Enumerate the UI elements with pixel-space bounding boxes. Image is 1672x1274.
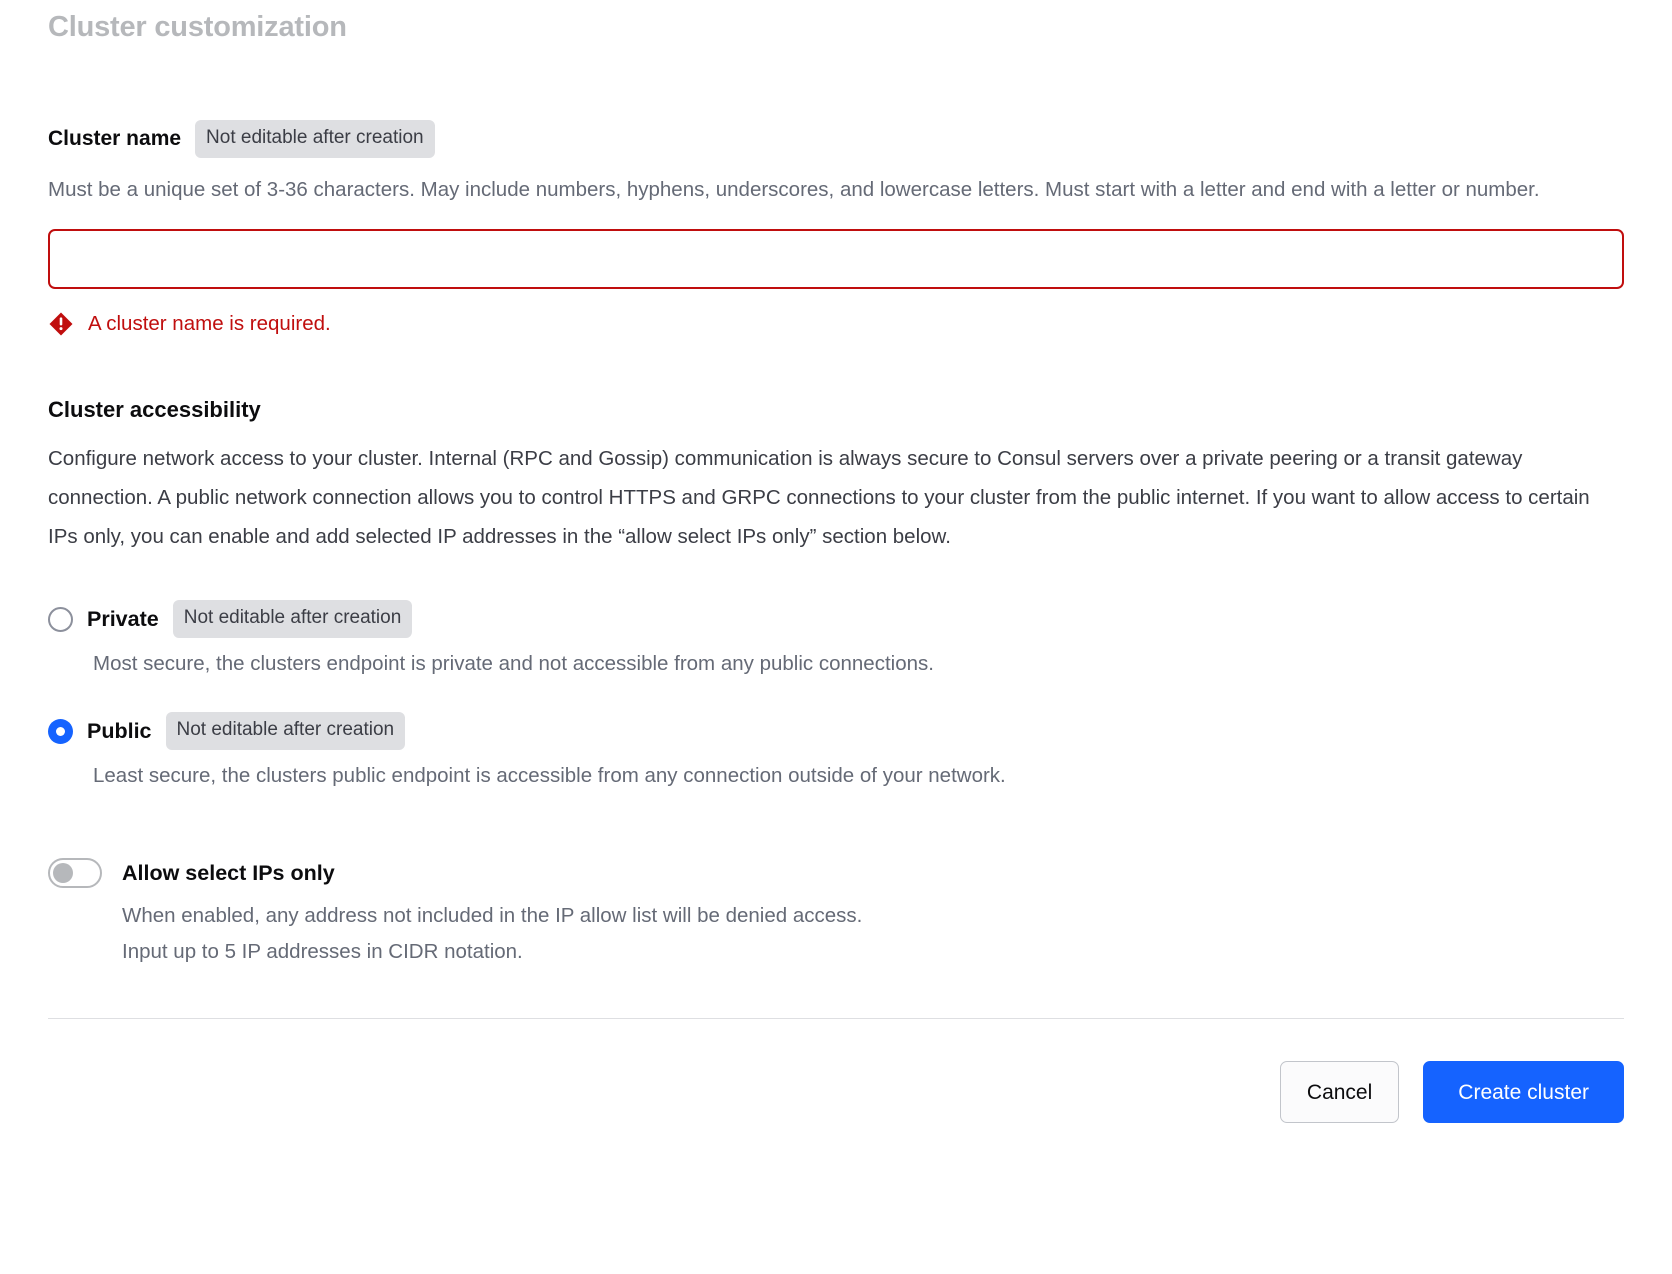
cluster-name-error-text: A cluster name is required. [88,312,331,335]
radio-private-description: Most secure, the clusters endpoint is private and not accessible from any public connections. [93,652,934,675]
allow-select-ips-toggle[interactable] [48,858,102,888]
cluster-name-error [48,311,1624,337]
radio-public-description: Least secure, the clusters public endpoint is accessible from any connection outside of your network. [93,764,1006,787]
radio-option-public-row[interactable] [48,712,1624,750]
radio-private-badge: Not editable after creation [173,600,413,638]
radio-public-label: Public [87,719,152,743]
footer-divider [48,1018,1624,1019]
cluster-name-label-row [48,120,1624,158]
footer-actions [48,1061,1624,1123]
radio-private-icon[interactable] [48,607,73,632]
page-title: Cluster customization [48,11,347,43]
radio-option-public[interactable] [48,712,1624,790]
allow-select-ips-description-line2: Input up to 5 IP addresses in CIDR notation. [122,940,523,963]
alert-diamond-icon [48,311,74,337]
cancel-button[interactable]: Cancel [1280,1061,1399,1123]
cluster-accessibility-radio-group [48,600,1624,790]
cluster-name-label: Cluster name [48,127,182,150]
create-cluster-button[interactable]: Create cluster [1423,1061,1624,1123]
cluster-name-input[interactable] [48,229,1624,289]
cluster-accessibility-description: Configure network access to your cluster. Internal (RPC and Gossip) communication is always secure to Consul servers over a private peering or a transit gateway connection. A public network connection allows you to control HTTPS and GRPC connections to your cluster from the public internet. If you want to allow access to certain IPs only, you can enable and add selected IP addresses in the “allow select IPs only” section below. [48,447,1590,548]
radio-option-private-row[interactable] [48,600,1624,638]
radio-private-label: Private [87,607,159,631]
radio-public-badge: Not editable after creation [166,712,406,750]
cluster-name-helper-text: Must be a unique set of 3-36 characters. May include numbers, hyphens, underscores, and lowercase letters. Must start with a letter and end with a letter or number. [48,178,1540,201]
cluster-name-badge: Not editable after creation [195,120,435,158]
radio-public-icon[interactable] [48,719,73,744]
cluster-accessibility-title: Cluster accessibility [48,397,261,422]
allow-select-ips-row[interactable] [48,858,1624,888]
allow-select-ips-description-line1: When enabled, any address not included in the IP allow list will be denied access. [122,904,863,927]
allow-select-ips-label: Allow select IPs only [122,861,335,885]
radio-option-private[interactable] [48,600,1624,678]
